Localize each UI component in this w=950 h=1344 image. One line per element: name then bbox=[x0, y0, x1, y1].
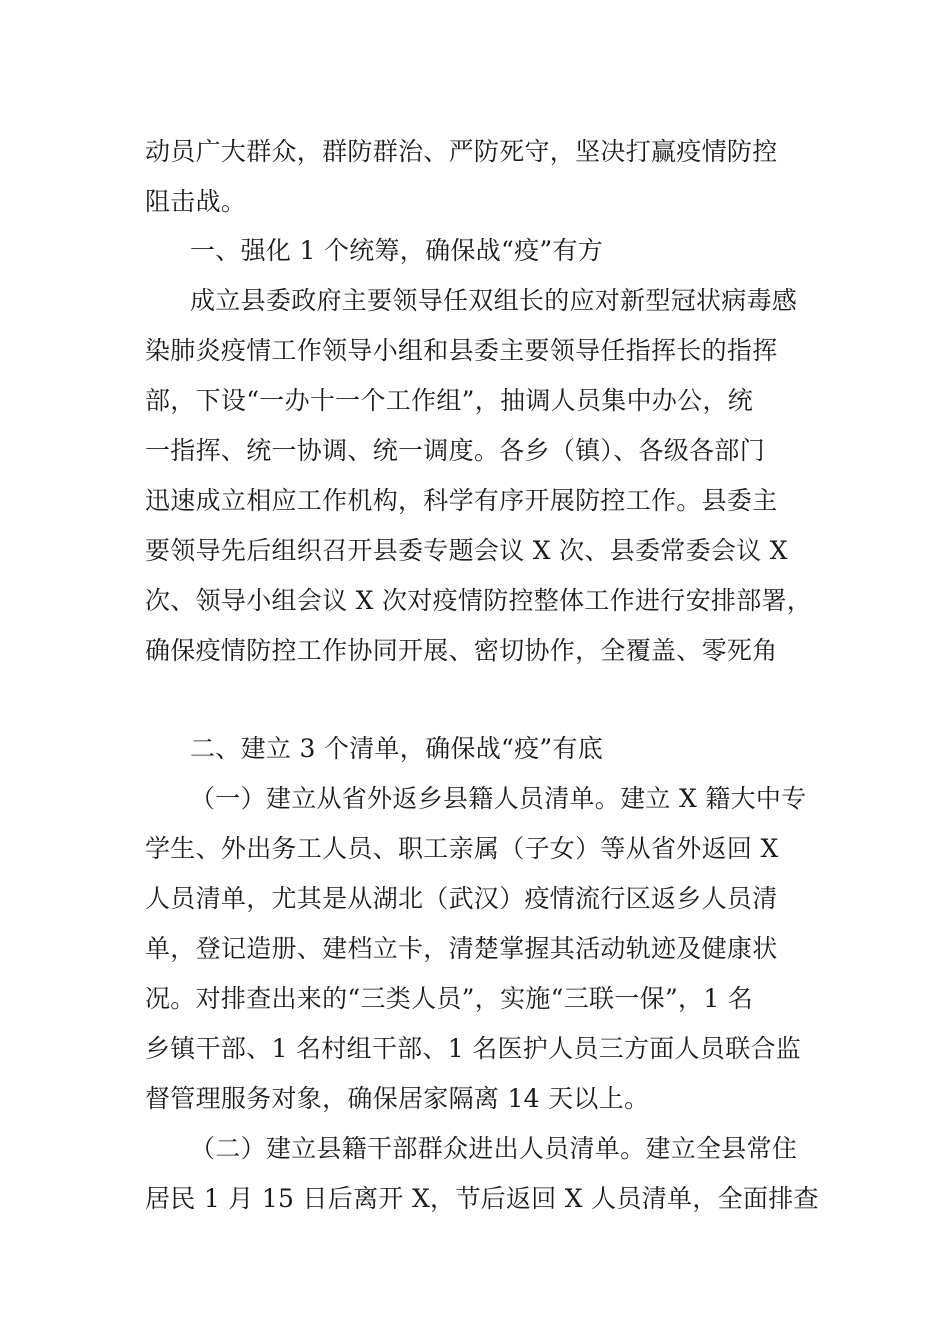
text-line: 部，下设“一办十一个工作组”，抽调人员集中办公，统 bbox=[145, 386, 754, 415]
text-line: 阻击战。 bbox=[145, 187, 247, 216]
text-line: 成立县委政府主要领导任双组长的应对新型冠状病毒感 bbox=[190, 286, 798, 315]
text-line: 单，登记造册、建档立卡，清楚掌握其活动轨迹及健康状 bbox=[145, 934, 778, 963]
text-line: 人员清单，尤其是从湖北（武汉）疫情流行区返乡人员清 bbox=[145, 884, 778, 913]
text-line: 况。对排查出来的“三类人员”，实施“三联一保”，1 名 bbox=[145, 984, 754, 1013]
section-heading: 一、强化 1 个统筹，确保战“疫”有方 bbox=[190, 236, 604, 265]
text-line: 迅速成立相应工作机构，科学有序开展防控工作。县委主 bbox=[145, 486, 778, 515]
text-line: 乡镇干部、1 名村组干部、1 名医护人员三方面人员联合监 bbox=[145, 1034, 802, 1063]
text-line: 染肺炎疫情工作领导小组和县委主要领导任指挥长的指挥 bbox=[145, 336, 778, 365]
text-line: （二）建立县籍干部群众进出人员清单。建立全县常住 bbox=[190, 1134, 798, 1163]
text-line: 确保疫情防控工作协同开展、密切协作，全覆盖、零死角 bbox=[145, 636, 778, 665]
text-line: 动员广大群众，群防群治、严防死守，坚决打赢疫情防控 bbox=[145, 137, 778, 166]
text-line: 督管理服务对象，确保居家隔离 14 天以上。 bbox=[145, 1084, 650, 1113]
text-line: 居民 1 月 15 日后离开 X，节后返回 X 人员清单，全面排查 bbox=[145, 1184, 819, 1213]
text-line: 学生、外出务工人员、职工亲属（子女）等从省外返回 X bbox=[145, 834, 779, 863]
text-line: 一指挥、统一协调、统一调度。各乡（镇）、各级各部门 bbox=[145, 436, 766, 465]
section-heading: 二、建立 3 个清单，确保战“疫”有底 bbox=[190, 734, 604, 763]
text-line: 次、领导小组会议 X 次对疫情防控整体工作进行安排部署， bbox=[145, 586, 813, 615]
text-line: （一）建立从省外返乡县籍人员清单。建立 X 籍大中专 bbox=[190, 784, 807, 813]
text-line: 要领导先后组织召开县委专题会议 X 次、县委常委会议 X bbox=[145, 536, 788, 565]
